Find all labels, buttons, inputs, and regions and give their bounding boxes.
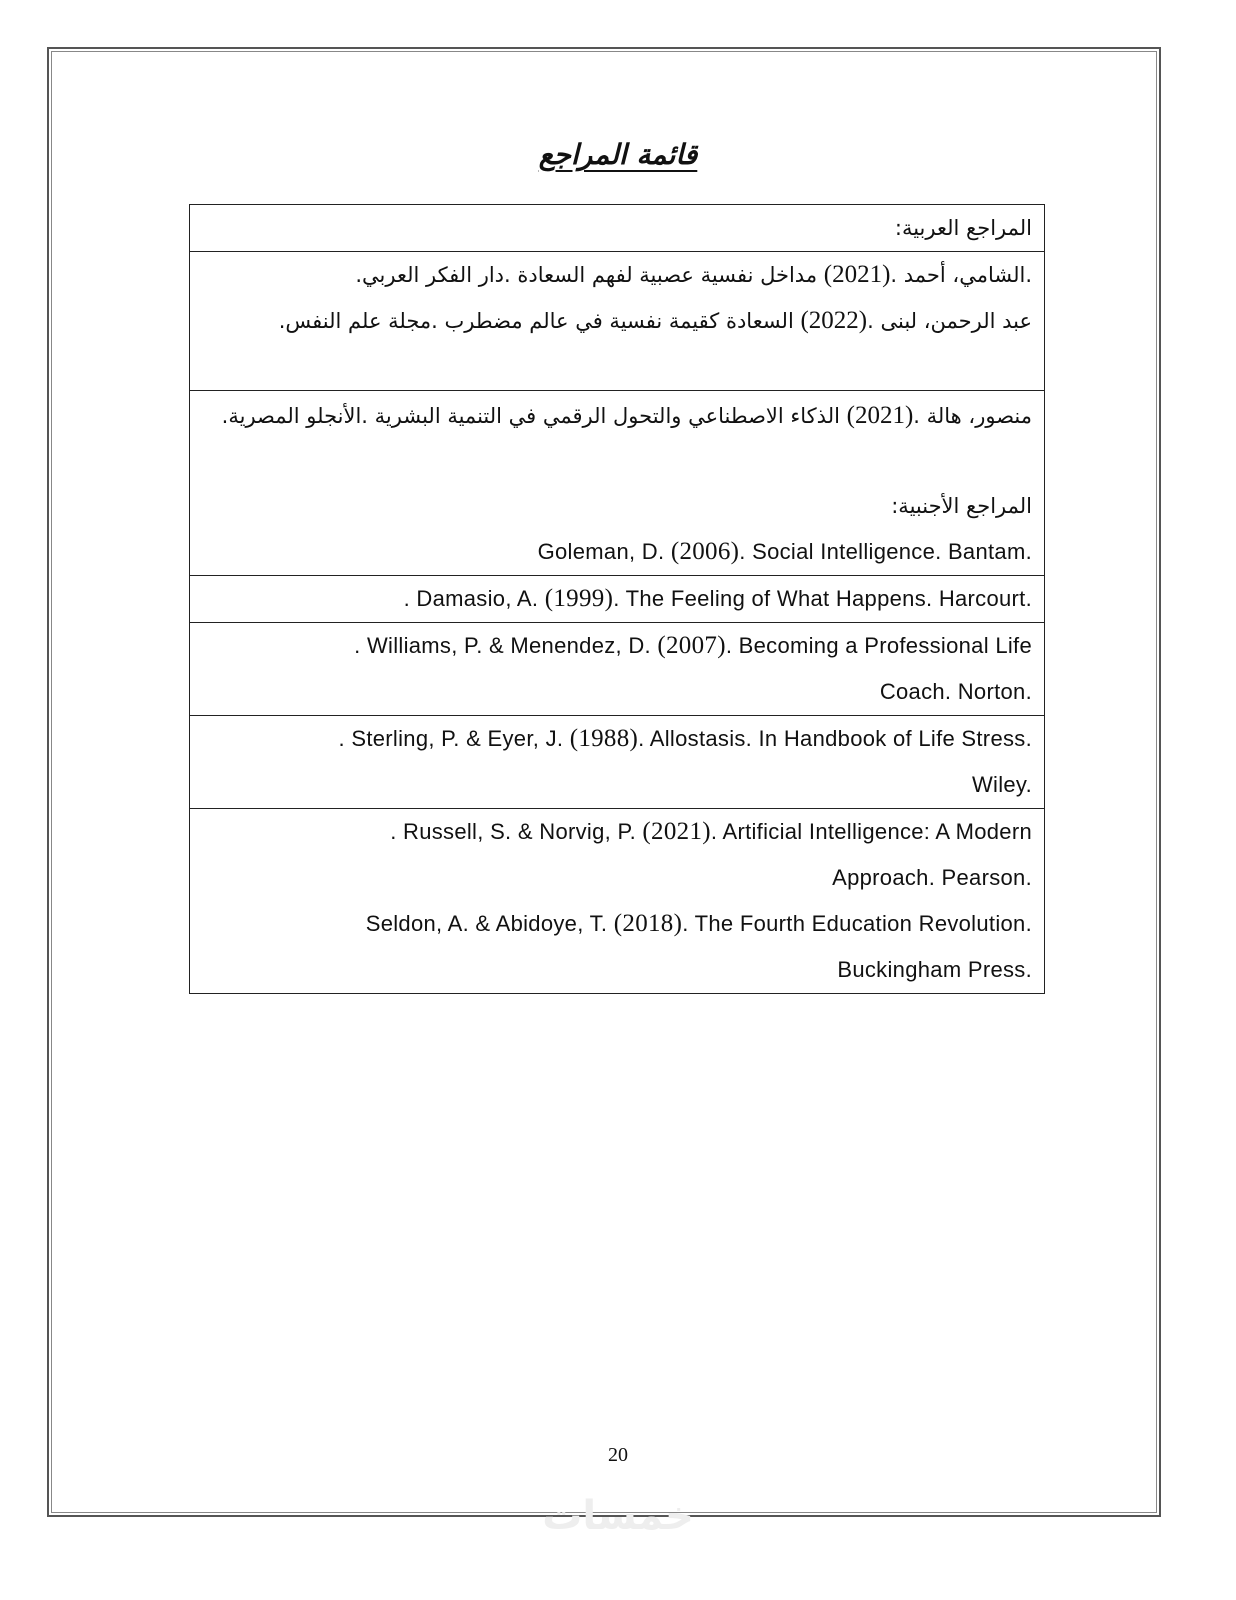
page-title: قائمة المراجع (538, 138, 698, 171)
page-number: 20 (608, 1444, 628, 1466)
reference-entry: Seldon, A. & Abidoye, T. (2018). The Fourth Education Revolution. (365, 910, 1032, 937)
reference-entry: Goleman, D. (2006). Social Intelligence. Bantam. (537, 538, 1032, 565)
table-row: . Russell, S. & Norvig, P. (2021). Artificial Intelligence: A Modern Approach. Pearson. Seldon, A. & Abidoye, T. (2018). The Fourth Education Revolution. Buckingham Press. (190, 809, 1045, 994)
table-row (190, 716, 1045, 809)
table-row (190, 391, 1045, 576)
reference-entry: . Damasio, A. (1999). The Feeling of What Happens. Harcourt. (190, 576, 1045, 623)
reference-entry: . Sterling, P. & Eyer, J. (1988). Allostasis. In Handbook of Life Stress. Wiley. (190, 716, 1045, 809)
table-row (190, 205, 1045, 252)
reference-entry: منصور، هالة .(2021) الذكاء الاصطناعي والتحول الرقمي في التنمية البشرية .الأنجلو المصرية. (221, 402, 1032, 429)
arabic-references-heading: المراجع العربية: (190, 205, 1045, 252)
references-table (189, 204, 1045, 994)
reference-entry: . Russell, S. & Norvig, P. (2021). Artificial Intelligence: A Modern (390, 818, 1032, 845)
reference-entry: . Williams, P. & Menendez, D. (2007). Becoming a Professional Life Coach. Norton. (190, 623, 1045, 716)
reference-entry: .الشامي، أحمد .(2021) مداخل نفسية عصبية لفهم السعادة .دار الفكر العربي. (355, 261, 1032, 288)
table-row (190, 623, 1045, 716)
watermark-logo: خمسات (542, 1493, 694, 1539)
table-row (190, 576, 1045, 623)
table-row (190, 252, 1045, 391)
reference-entry: عبد الرحمن، لبنى .(2022) السعادة كقيمة نفسية في عالم مضطرب .مجلة علم النفس. (278, 307, 1032, 334)
foreign-references-heading: المراجع الأجنبية: (891, 494, 1032, 518)
